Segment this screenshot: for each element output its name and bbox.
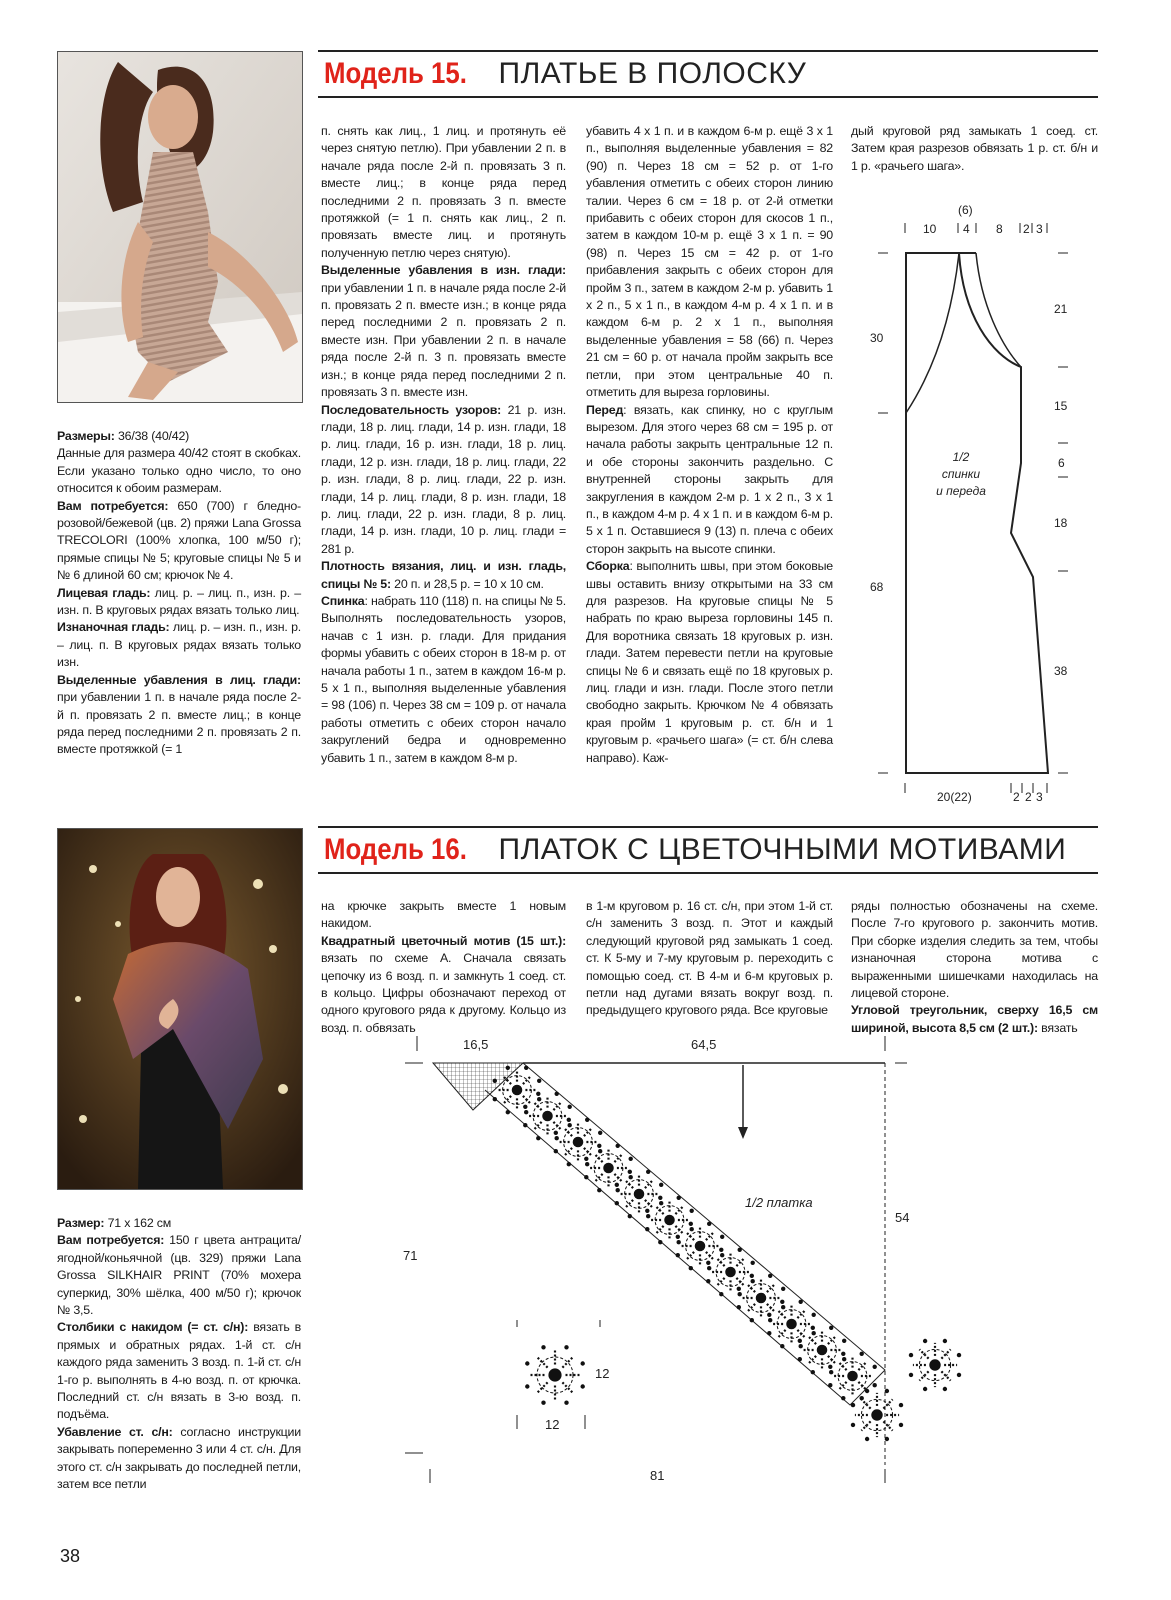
flower-motif <box>584 1144 633 1193</box>
paragraph <box>57 672 301 759</box>
dress-outline <box>906 253 1048 773</box>
paragraph <box>321 593 566 767</box>
flower-motif <box>798 1326 847 1375</box>
dim-right-21: 21 <box>1054 302 1068 316</box>
paragraph-text: 71 х 162 см <box>104 1216 172 1230</box>
model15-title-name: ПЛАТЬЕ В ПОЛОСКУ <box>498 57 807 90</box>
dim-top-paren: (6) <box>958 203 973 217</box>
paragraph-text: лиц. р. – лиц. п., изн. р. – изн. п. В круговых рядах вязать только лиц. <box>57 585 301 618</box>
armhole-curve <box>976 253 1021 367</box>
model15-title-bar <box>318 50 1098 98</box>
flower-motif <box>554 1118 603 1167</box>
flower-motif <box>523 1092 572 1141</box>
paragraph-heading: Изнаночная гладь: <box>57 620 170 635</box>
paragraph-text: лиц. р. – изн. п., изн. р. – лиц. п. В круговых рядах вязать только изн. <box>57 620 301 670</box>
paragraph-text: вязать <box>1037 1020 1078 1035</box>
dim-top-8: 8 <box>996 222 1003 236</box>
paragraph-heading: Столбики с накидом (= ст. с/н): <box>57 1320 249 1335</box>
paragraph-text: 150 г цвета антрацита/ягодной/коньячной (цв. 329) пряжи Lana Grossa SILKHAIR PRINT (70% мохера суперкид, 30% шёлка, 400 м/50 г); крючок № 3,5. <box>57 1233 301 1318</box>
flower-motif <box>645 1196 694 1245</box>
paragraph <box>57 1424 301 1494</box>
paragraph-text: 36/38 (40/42) <box>114 429 190 443</box>
paragraph-heading: Размер: <box>57 1216 105 1230</box>
paragraph <box>57 428 301 445</box>
dim-bottom-2a: 2 <box>1013 790 1020 804</box>
model16-title-bar <box>318 826 1098 874</box>
paragraph-text: в 1-м круговом р. 16 ст. с/н, при этом 1-й ст. с/н заменить 3 возд. п. Этот и каждый следующий круговой ряд замыкать 1 соед. ст. К 5-му и 7-му круговым р. переходить с помощью соед. ст. В 4-м и 6-м круговых р. петли над дугами вязать вокруг возд. п. предыдущего кругового ряда. Все круговые <box>586 899 833 1018</box>
model16-col3 <box>851 898 1098 1037</box>
paragraph-heading: Сборка <box>586 559 630 574</box>
flower-motif <box>828 1352 877 1401</box>
paragraph-heading: Вам потребуется: <box>57 1233 165 1248</box>
dim-right-38: 38 <box>1054 664 1068 678</box>
woman-dress-photo <box>58 52 302 402</box>
front-neck-curve <box>906 253 959 413</box>
model15-col2 <box>586 123 833 767</box>
paragraph-text: ряды полностью обозначены на схеме. После 7-го кругового р. закончить мотив. При сборке изделия следить за тем, чтобы изнаночная сторона мотива с выраженными шишечками находилась на лицевой стороне. <box>851 899 1098 1001</box>
model15-left-col <box>57 428 301 759</box>
dim-81: 81 <box>650 1468 665 1483</box>
paragraph-text: на крючке закрыть вместе 1 новым накидом. <box>321 899 566 931</box>
paragraph-heading: Выделенные убавления в лиц. глади: <box>57 672 301 687</box>
flower-motif <box>525 1345 585 1405</box>
paragraph-text: при убавлении 1 п. в начале ряда после 2-й п. провязать 2 п. вместе лиц.; в конце ряда перед последними 2 п. провязать 2 п. вместе протяжкой (= 1 <box>57 690 301 757</box>
dim-motif-12-w: 12 <box>545 1417 560 1432</box>
paragraph <box>851 898 1098 1002</box>
paragraph-text: п. снять как лиц., 1 лиц. и протянуть её через снятую петлю). При убавлении 2 п. в начале ряда после 2-й п. провязать 3 п. вместе лиц.; в конце ряда перед последними 2 п. провязать 3 п. вместе протяжкой (= 1 п. снять как лиц., 2 п. провязать вместе лиц. и протянуть полученную петлю через снятую). <box>321 124 566 260</box>
paragraph <box>321 262 566 401</box>
dim-left-30: 30 <box>870 331 884 345</box>
paragraph <box>57 1319 301 1423</box>
paragraph-text: согласно инструкции закрывать попеременно 3 или 4 ст. с/н. Для этого ст. с/н закрывать до последней петли, затем все петли <box>57 1424 301 1492</box>
flower-motif <box>706 1248 755 1297</box>
dim-top-2: 2 <box>1023 222 1030 236</box>
paragraph-text: : выполнить швы, при этом боковые швы оставить внизу открытыми на 33 см для разрезов. На круговые спицы № 5 набрать по краю выреза горловины 145 п. Для воротника связать 18 круговых р. изн. глади. Затем перевести петли на круговые спицы № 6 и связать ещё по 18 круговых р. лиц. глади и изн. глади. После этого петли свободно закрыть. Крючком № 4 обвязать края пройм 1 круговым р. ст. б/н и 1 круговым р. «рачьего шага» (= ст. б/н слева направо). Каж- <box>586 559 833 765</box>
paragraph-text: Данные для размера 40/42 стоят в скобках. Если указано только одно число, то оно относится к обоим размерам. <box>57 446 301 496</box>
dim-16-5: 16,5 <box>463 1037 489 1052</box>
paragraph-text: вязать по схеме А. Сначала связать цепочку из 6 возд. п. и замкнуть 1 соед. ст. в кольцо. Цифры обозначают переход от одного кругового ряда к другому. Кольцо из возд. п. обвязать <box>321 951 566 1035</box>
paragraph-heading: Выделенные убавления в изн. глади: <box>321 263 566 278</box>
dim-bottom-20: 20(22) <box>937 790 972 804</box>
flower-motif <box>737 1274 786 1323</box>
shawl-diagram <box>395 1035 995 1490</box>
paragraph-heading: Последовательность узоров: <box>321 402 502 417</box>
paragraph-heading: Плотность вязания, лиц. и изн. гладь, спицы № 5: <box>321 559 566 591</box>
paragraph-text: при убавлении 1 п. в начале ряда после 2-й п. провязать 2 п. вместе изн.; в конце ряда перед последними 2 п. провязать 2 п. вместе изн. При убавлении 2 п. в начале ряда после 2-й п. 3 п. провязать вместе изн.; в конце ряда перед последними 2 п. провязать 3 п. вместе изн. <box>321 280 566 400</box>
corner-triangle <box>433 1063 523 1110</box>
dim-left-68: 68 <box>870 580 884 594</box>
model16-photo <box>57 828 303 1190</box>
flower-motif <box>767 1300 816 1349</box>
paragraph-text: : набрать 110 (118) п. на спицы № 5. Выполнять последовательность узоров, начав с 1 изн. р. глади. Для придания формы убавить с обеих сторон в 18-м р. от начала работы 1 п., затем в каждом 16-м р. 5 х 1 п., выполняя выделенные убавления = 98 (106) п. Через 38 см = 109 р. от начала работы отметить с обеих сторон начало закруглений бедра и одновременно убавить 1 п., затем в каждом 8-м р. <box>321 593 566 765</box>
model15-photo <box>57 51 303 403</box>
paragraph <box>851 123 1098 175</box>
motif-sample <box>525 1345 585 1405</box>
paragraph-text: дый круговой ряд замыкать 1 соед. ст. Затем края разрезов обвязать 1 р. ст. б/н и 1 р. «рачьего шага». <box>851 124 1098 173</box>
paragraph-heading: Размеры: <box>57 429 115 443</box>
paragraph <box>321 933 566 1037</box>
dim-top-3: 3 <box>1036 222 1043 236</box>
paragraph-heading: Убавление ст. с/н: <box>57 1424 173 1439</box>
paragraph <box>321 558 566 593</box>
model16-left-col <box>57 1215 301 1494</box>
paragraph <box>57 585 301 620</box>
paragraph <box>57 1232 301 1319</box>
model15-col1 <box>321 123 566 767</box>
diagram-label-back: спинки <box>941 467 981 481</box>
dim-64-5: 64,5 <box>691 1037 717 1052</box>
diagram-label-fraction: 1/2 <box>952 450 970 464</box>
paragraph-heading: Спинка <box>321 593 365 608</box>
dim-top-4: 4 <box>963 222 970 236</box>
paragraph <box>321 123 566 262</box>
model16-title-number: Модель 16. <box>324 833 467 866</box>
dim-motif-12-h: 12 <box>595 1366 610 1381</box>
dim-71: 71 <box>403 1248 418 1263</box>
dim-right-18: 18 <box>1054 516 1068 530</box>
paragraph-text: 20 п. и 28,5 р. = 10 х 10 см. <box>390 576 544 591</box>
paragraph-heading: Вам потребуется: <box>57 498 169 513</box>
flower-motif <box>909 1339 961 1391</box>
dim-bottom-2b: 2 <box>1025 790 1032 804</box>
flower-motif <box>615 1170 664 1219</box>
paragraph <box>57 619 301 671</box>
model16-col1 <box>321 898 566 1037</box>
model15-title-number: Модель 15. <box>324 57 467 90</box>
model16-title-name: ПЛАТОК С ЦВЕТОЧНЫМИ МОТИВАМИ <box>498 833 1067 866</box>
paragraph-text: вязать в прямых и обратных рядах. 1-й ст. с/н каждого ряда заменить 3 возд. п. 1-й ст. с/н 1-го р. выполнять в 4-ю возд. п. от крючка. Последний ст. с/н вязать в 3-ю возд. п. подъёма. <box>57 1320 301 1422</box>
dim-right-15: 15 <box>1054 399 1068 413</box>
arrow-down-icon <box>738 1127 748 1139</box>
paragraph <box>321 402 566 559</box>
dim-right-6: 6 <box>1058 456 1065 470</box>
paragraph-heading: Перед <box>586 402 624 417</box>
paragraph-text: 650 (700) г бледно-розовой/бежевой (цв. 2) пряжи Lana Grossa TRECOLORI (100% хлопка, 100 м/50 г); прямые спицы № 5; круговые спицы № 5 и № 6 длиной 60 см; крючок № 4. <box>57 498 301 583</box>
paragraph-text: : вязать, как спинку, но с круглым вырезом. Для этого через 68 см = 195 р. от начала работы закрыть центральные 12 п. и обе стороны закончить раздельно. С внутренней стороны закрыть для закругления в каждом 2-м р. 1 х 2 п., 3 х 1 п., в каждом 4-м р. 4 х 1 п. и в каждом 6-м р. 5 х 1 п. Оставшиеся 9 (13) п. плеча с обеих сторон закрыть на высоте спинки. <box>586 402 833 556</box>
dim-bottom-3: 3 <box>1036 790 1043 804</box>
paragraph <box>57 445 301 497</box>
paragraph-text: 21 р. изн. глади, 18 р. лиц. глади, 14 р. изн. глади, 18 р. лиц. глади, 16 р. изн. глади, 18 р. лиц. глади, 12 р. изн. глади, 18 р. лиц. глади, 22 р. изн. глади, 8 р. лиц. глади, 22 р. изн. глади, 14 р. лиц. глади, 8 р. изн. глади, 18 р. лиц. глади, 22 р. изн. глади, 8 р. лиц. глади, 14 р. изн. глади, 10 р. лиц. глади = 281 р. <box>321 402 566 556</box>
paragraph <box>57 498 301 585</box>
model15-col3 <box>851 123 1098 175</box>
paragraph <box>321 898 566 933</box>
flower-motif <box>676 1222 725 1271</box>
paragraph <box>586 558 833 767</box>
dress-pattern-diagram <box>851 195 1091 805</box>
model16-col2 <box>586 898 833 1020</box>
paragraph-heading: Угловой треугольник, сверху 16,5 см шириной, высота 8,5 см (2 шт.): <box>851 1003 1098 1035</box>
paragraph <box>586 402 833 559</box>
paragraph-text: убавить 4 х 1 п. и в каждом 6-м р. ещё 3 х 1 п., выполняя выделенные убавления = 82 (90) п. Через 18 см = 52 р. от 1-го убавления отметить с обеих сторон линию талии. Через 6 см = 18 р. от 2-й отметки прибавить с обеих сторон для скосов 1 п., затем в каждом 10-м р. ещё 3 х 1 п. = 90 (98) п. Через 15 см = 42 р. от 1-го прибавления закрыть с обеих сторон для пройм 3 п., затем в каждом 2-м р. убавить 1 х 2 п., 5 х 1 п., в каждом 4-м р. 4 х 1 п. и в каждом 6-м р. 2 х 1 п., выполняя выделенные убавления = 58 (66) п. Через 21 см = 60 р. от начала пройм закрыть все петли, при этом центральные 40 п. отметить для выреза горловины. <box>586 124 833 400</box>
woman-shawl-photo <box>58 829 302 1189</box>
paragraph <box>586 898 833 1020</box>
dim-top-10: 10 <box>923 222 937 236</box>
diagram-label-front: и переда <box>936 484 986 498</box>
diagram-half-shawl-label: 1/2 платка <box>745 1195 813 1210</box>
paragraph <box>586 123 833 402</box>
page-number: 38 <box>60 1546 81 1566</box>
paragraph-heading: Лицевая гладь: <box>57 585 151 600</box>
paragraph <box>851 1002 1098 1037</box>
paragraph-heading: Квадратный цветочный мотив (15 шт.): <box>321 933 566 948</box>
motif-chain <box>493 1066 962 1442</box>
paragraph <box>57 1215 301 1232</box>
dim-54: 54 <box>895 1210 910 1225</box>
